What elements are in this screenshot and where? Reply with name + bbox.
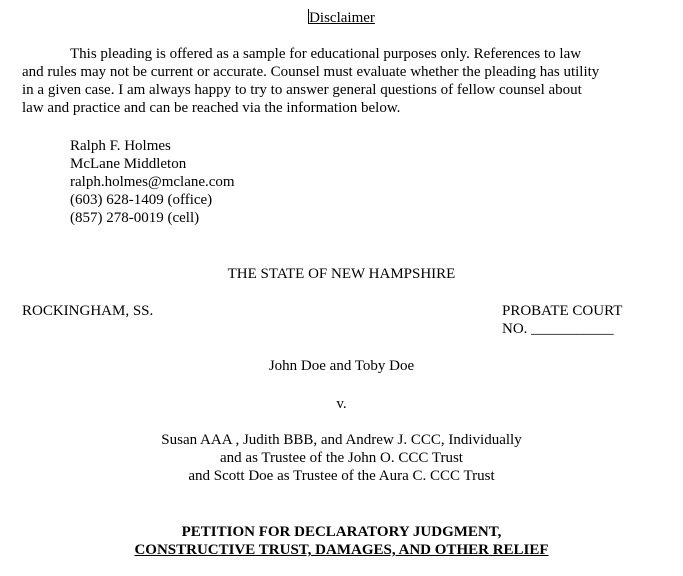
county-label: ROCKINGHAM, SS.: [22, 303, 154, 319]
disclaimer-line-2: and rules may not be current or accurate. Counsel must evaluate whether the pleading has utility: [22, 64, 600, 80]
contact-email: ralph.holmes@mclane.com: [70, 174, 235, 190]
disclaimer-line-3: in a given case. I am always happy to try to answer general questions of fellow counsel about: [22, 82, 582, 98]
state-heading: THE STATE OF NEW HAMPSHIRE: [227, 266, 456, 282]
defendants-line-1: Susan AAA , Judith BBB, and Andrew J. CCC, Individually: [161, 432, 522, 448]
court-label: PROBATE COURT: [502, 303, 623, 319]
contact-office-phone: (603) 628-1409 (office): [70, 192, 213, 208]
disclaimer-line-4: law and practice and can be reached via the information below.: [22, 100, 401, 116]
contact-firm: McLane Middleton: [70, 156, 187, 172]
docket-number: NO. ___________: [502, 321, 614, 337]
contact-name: Ralph F. Holmes: [70, 138, 171, 154]
defendants-line-3: and Scott Doe as Trustee of the Aura C. CCC Trust: [188, 468, 495, 484]
plaintiffs: John Doe and Toby Doe: [268, 358, 415, 374]
defendants-line-2: and as Trustee of the John O. CCC Trust: [220, 450, 463, 466]
disclaimer-title: Disclaimer: [309, 10, 375, 26]
disclaimer-heading: [0, 9, 683, 27]
contact-cell-phone: (857) 278-0019 (cell): [70, 210, 200, 226]
petition-title-line-1: PETITION FOR DECLARATORY JUDGMENT,: [181, 524, 502, 540]
versus: v.: [336, 396, 347, 412]
disclaimer-line-1: This pleading is offered as a sample for educational purposes only. References to law: [70, 46, 582, 62]
petition-title-line-2: CONSTRUCTIVE TRUST, DAMAGES, AND OTHER RELIEF: [134, 542, 549, 558]
